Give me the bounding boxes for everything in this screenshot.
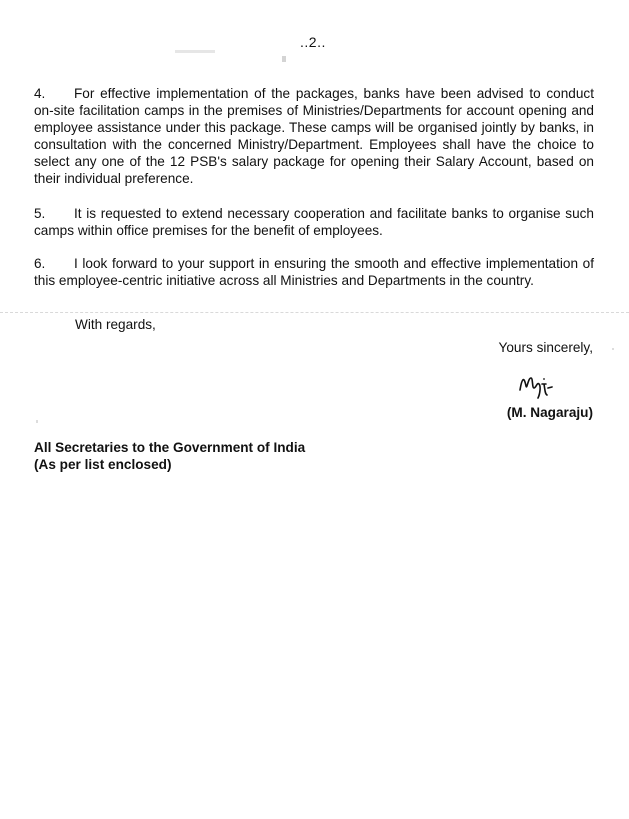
paragraph-5 (34, 205, 594, 239)
scan-speck (175, 50, 215, 53)
page-number: ..2.. (300, 34, 326, 50)
paragraph-number: 4. (34, 86, 46, 101)
sign-off: Yours sincerely, (498, 340, 593, 355)
paragraph-4 (34, 85, 594, 187)
paragraph-text: I look forward to your support in ensuring the smooth and effective implementation of this employee-centric initiative across all Ministries and Departments in the country. (34, 256, 594, 288)
scan-speck (612, 348, 614, 350)
paragraph-text: For effective implementation of the packages, banks have been advised to conduct on-site facilitation camps in the premises of Ministries/Departments for account opening and employee assistance under this package. These camps will be organised jointly by banks, in consultation with the concerned Ministry/Department. Employees shall have the choice to select any one of the 12 PSB's salary package for opening their Salary Account, based on their individual preference. (34, 86, 594, 186)
recipient-line-1: All Secretaries to the Government of India (34, 440, 306, 455)
scan-divider (0, 312, 629, 313)
paragraph-6 (34, 255, 594, 289)
paragraph-number: 6. (34, 256, 46, 271)
handwritten-signature (514, 368, 562, 404)
signatory-name: (M. Nagaraju) (506, 405, 593, 420)
recipient-line-2: (As per list enclosed) (34, 457, 172, 472)
scan-speck (36, 420, 38, 423)
regards-line: With regards, (75, 317, 156, 332)
paragraph-number: 5. (34, 206, 46, 221)
paragraph-text: It is requested to extend necessary cooperation and facilitate banks to organise such camps within office premises for the benefit of employees. (34, 206, 594, 238)
scan-speck (282, 56, 286, 62)
recipient-block (34, 439, 305, 473)
